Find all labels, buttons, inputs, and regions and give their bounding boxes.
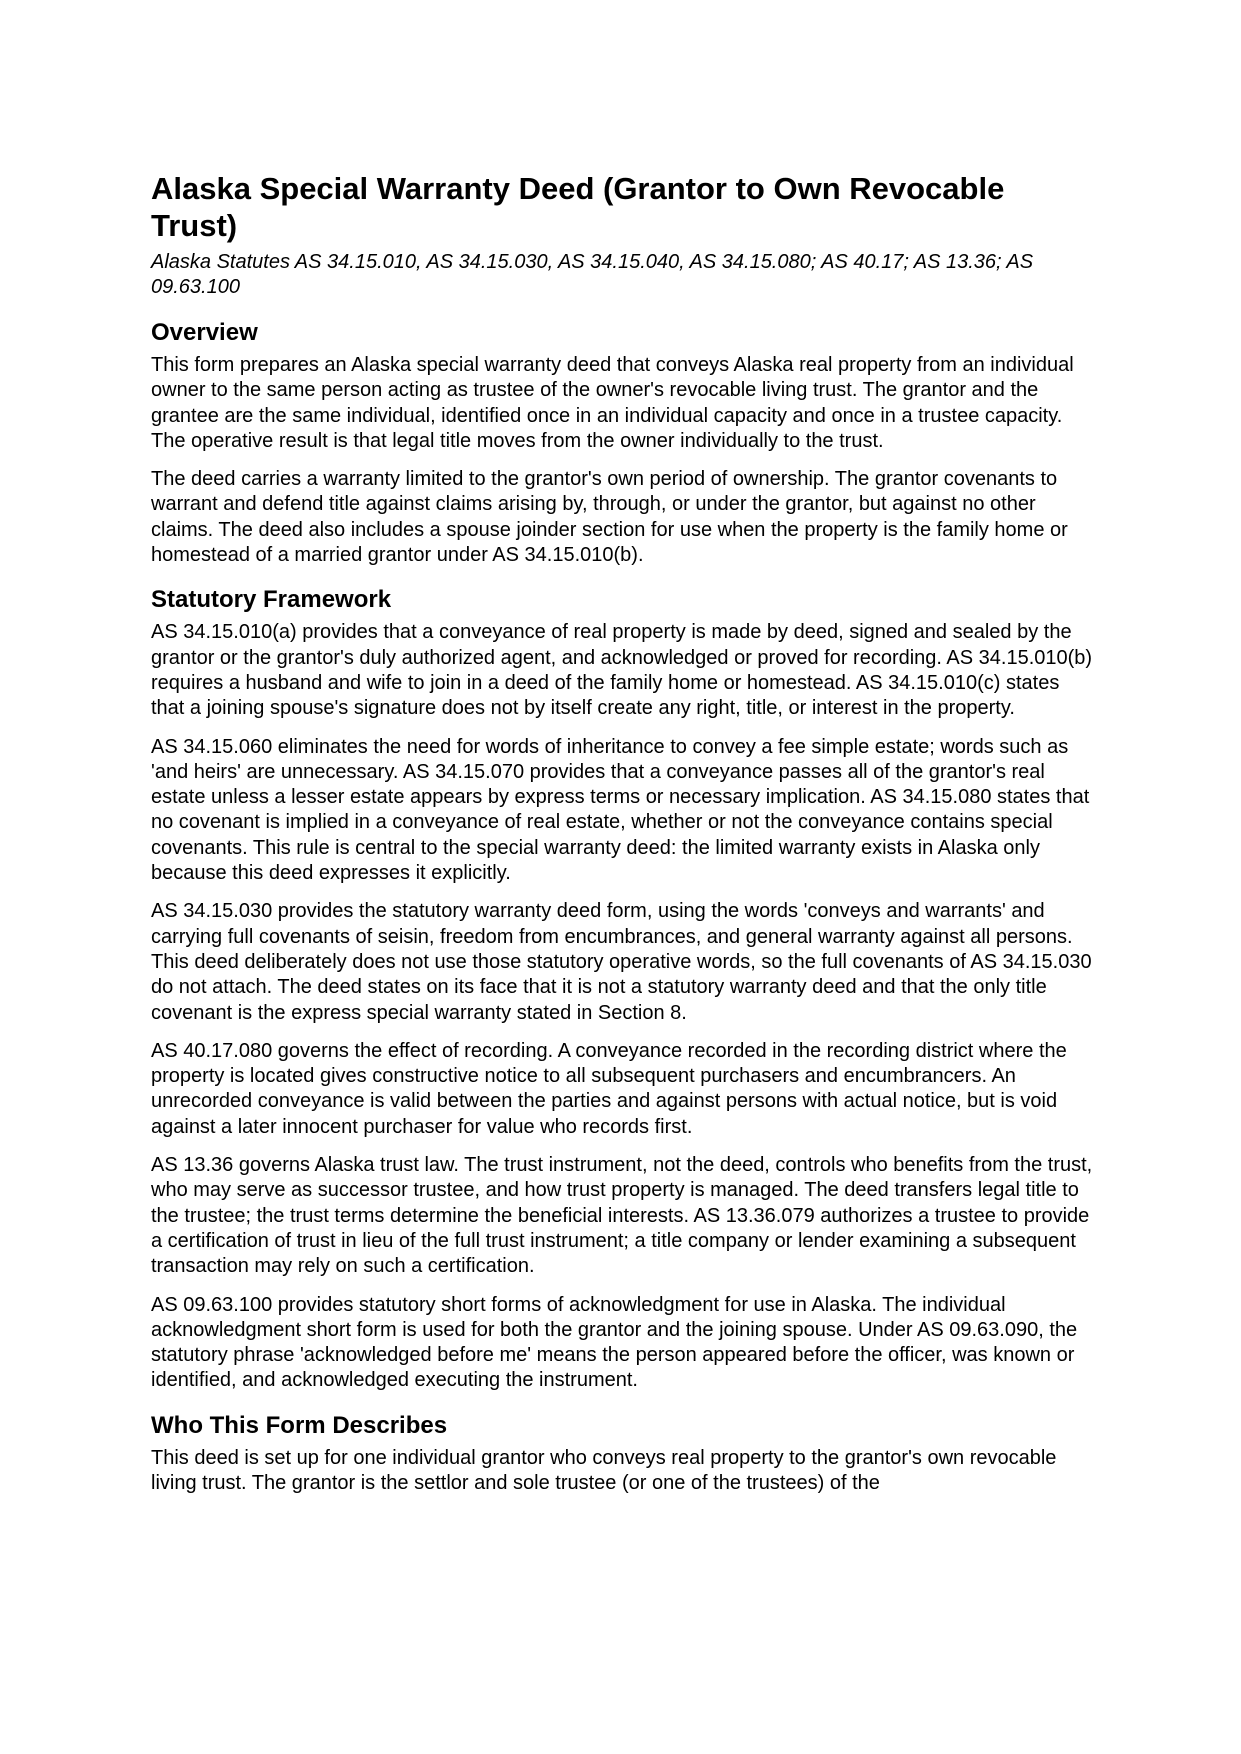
- overview-heading: Overview: [151, 319, 258, 346]
- who-paragraph: This deed is set up for one individual grantor who conveys real property to the grantor's own revocable living trust. The grantor is the settlor and sole trustee (or one of the trustees) of the: [151, 1446, 1057, 1494]
- overview-paragraph: The deed carries a warranty limited to the grantor's own period of ownership. The grantor covenants to warrant and defend title against claims arising by, through, or under the grantor, but against no other claims. The deed also includes a spouse joinder section for use when the property is the family home or homestead of a married grantor under AS 34.15.010(b).: [151, 468, 1068, 567]
- who-this-form-describes-section: [151, 1411, 1096, 1497]
- document-page: [151, 170, 1096, 1509]
- overview-paragraph: This form prepares an Alaska special warranty deed that conveys Alaska real property from an individual owner to the same person acting as trustee of the owner's revocable living trust. The grantor and the grantee are the same individual, identified once in an individual capacity and once in a trustee capacity. The operative result is that legal title moves from the owner individually to the trust.: [151, 354, 1074, 452]
- framework-paragraph: AS 09.63.100 provides statutory short forms of acknowledgment for use in Alaska. The individual acknowledgment short form is used for both the grantor and the joining spouse. Under AS 09.63.090, the statutory phrase 'acknowledged before me' means the person appeared before the officer, was known or identified, and acknowledged executing the instrument.: [151, 1293, 1078, 1392]
- framework-paragraph: AS 40.17.080 governs the effect of recording. A conveyance recorded in the recording district where the property is located gives constructive notice to all subsequent purchasers and encumbrancers. An unrecorded conveyance is valid between the parties and against persons with actual notice, but is void against a later innocent purchaser for value who records first.: [151, 1039, 1067, 1138]
- framework-paragraph: AS 34.15.060 eliminates the need for words of inheritance to convey a fee simple estate; words such as 'and heirs' are unnecessary. AS 34.15.070 provides that a conveyance passes all of the grantor's real estate unless a lesser estate appears by express terms or necessary implication. AS 34.15.080 states that no covenant is implied in a conveyance of real estate, whether or not the conveyance contains special covenants. This rule is central to the special warranty deed: the limited warranty exists in Alaska only because this deed expresses it explicitly.: [151, 735, 1090, 885]
- document-title: Alaska Special Warranty Deed (Grantor to Own Revocable Trust): [151, 171, 1005, 243]
- statute-citations: Alaska Statutes AS 34.15.010, AS 34.15.030, AS 34.15.040, AS 34.15.080; AS 40.17; AS 13.36; AS 09.63.100: [151, 251, 1034, 298]
- framework-paragraph: AS 13.36 governs Alaska trust law. The trust instrument, not the deed, controls who benefits from the trust, who may serve as successor trustee, and how trust property is managed. The deed transfers legal title to the trustee; the trust terms determine the beneficial interests. AS 13.36.079 authorizes a trustee to provide a certification of trust in lieu of the full trust instrument; a title company or lender examining a subsequent transaction may rely on such a certification.: [151, 1154, 1093, 1278]
- statutory-framework-section: [151, 585, 1096, 1393]
- framework-paragraph: AS 34.15.010(a) provides that a conveyance of real property is made by deed, signed and sealed by the grantor or the grantor's duly authorized agent, and acknowledged or proved for recording. AS 34.15.010(b) requires a husband and wife to join in a deed of the family home or homestead. AS 34.15.010(c) states that a joining spouse's signature does not by itself create any right, title, or interest in the property.: [151, 621, 1093, 720]
- overview-section: [151, 318, 1096, 568]
- framework-paragraph: AS 34.15.030 provides the statutory warranty deed form, using the words 'conveys and warrants' and carrying full covenants of seisin, freedom from encumbrances, and general warranty against all persons. This deed deliberately does not use those statutory operative words, so the full covenants of AS 34.15.030 do not attach. The deed states on its face that it is not a statutory warranty deed and that the only title covenant is the express special warranty stated in Section 8.: [151, 900, 1092, 1024]
- statutory-framework-heading: Statutory Framework: [151, 586, 392, 614]
- who-this-form-describes-heading: Who This Form Describes: [151, 1411, 448, 1439]
